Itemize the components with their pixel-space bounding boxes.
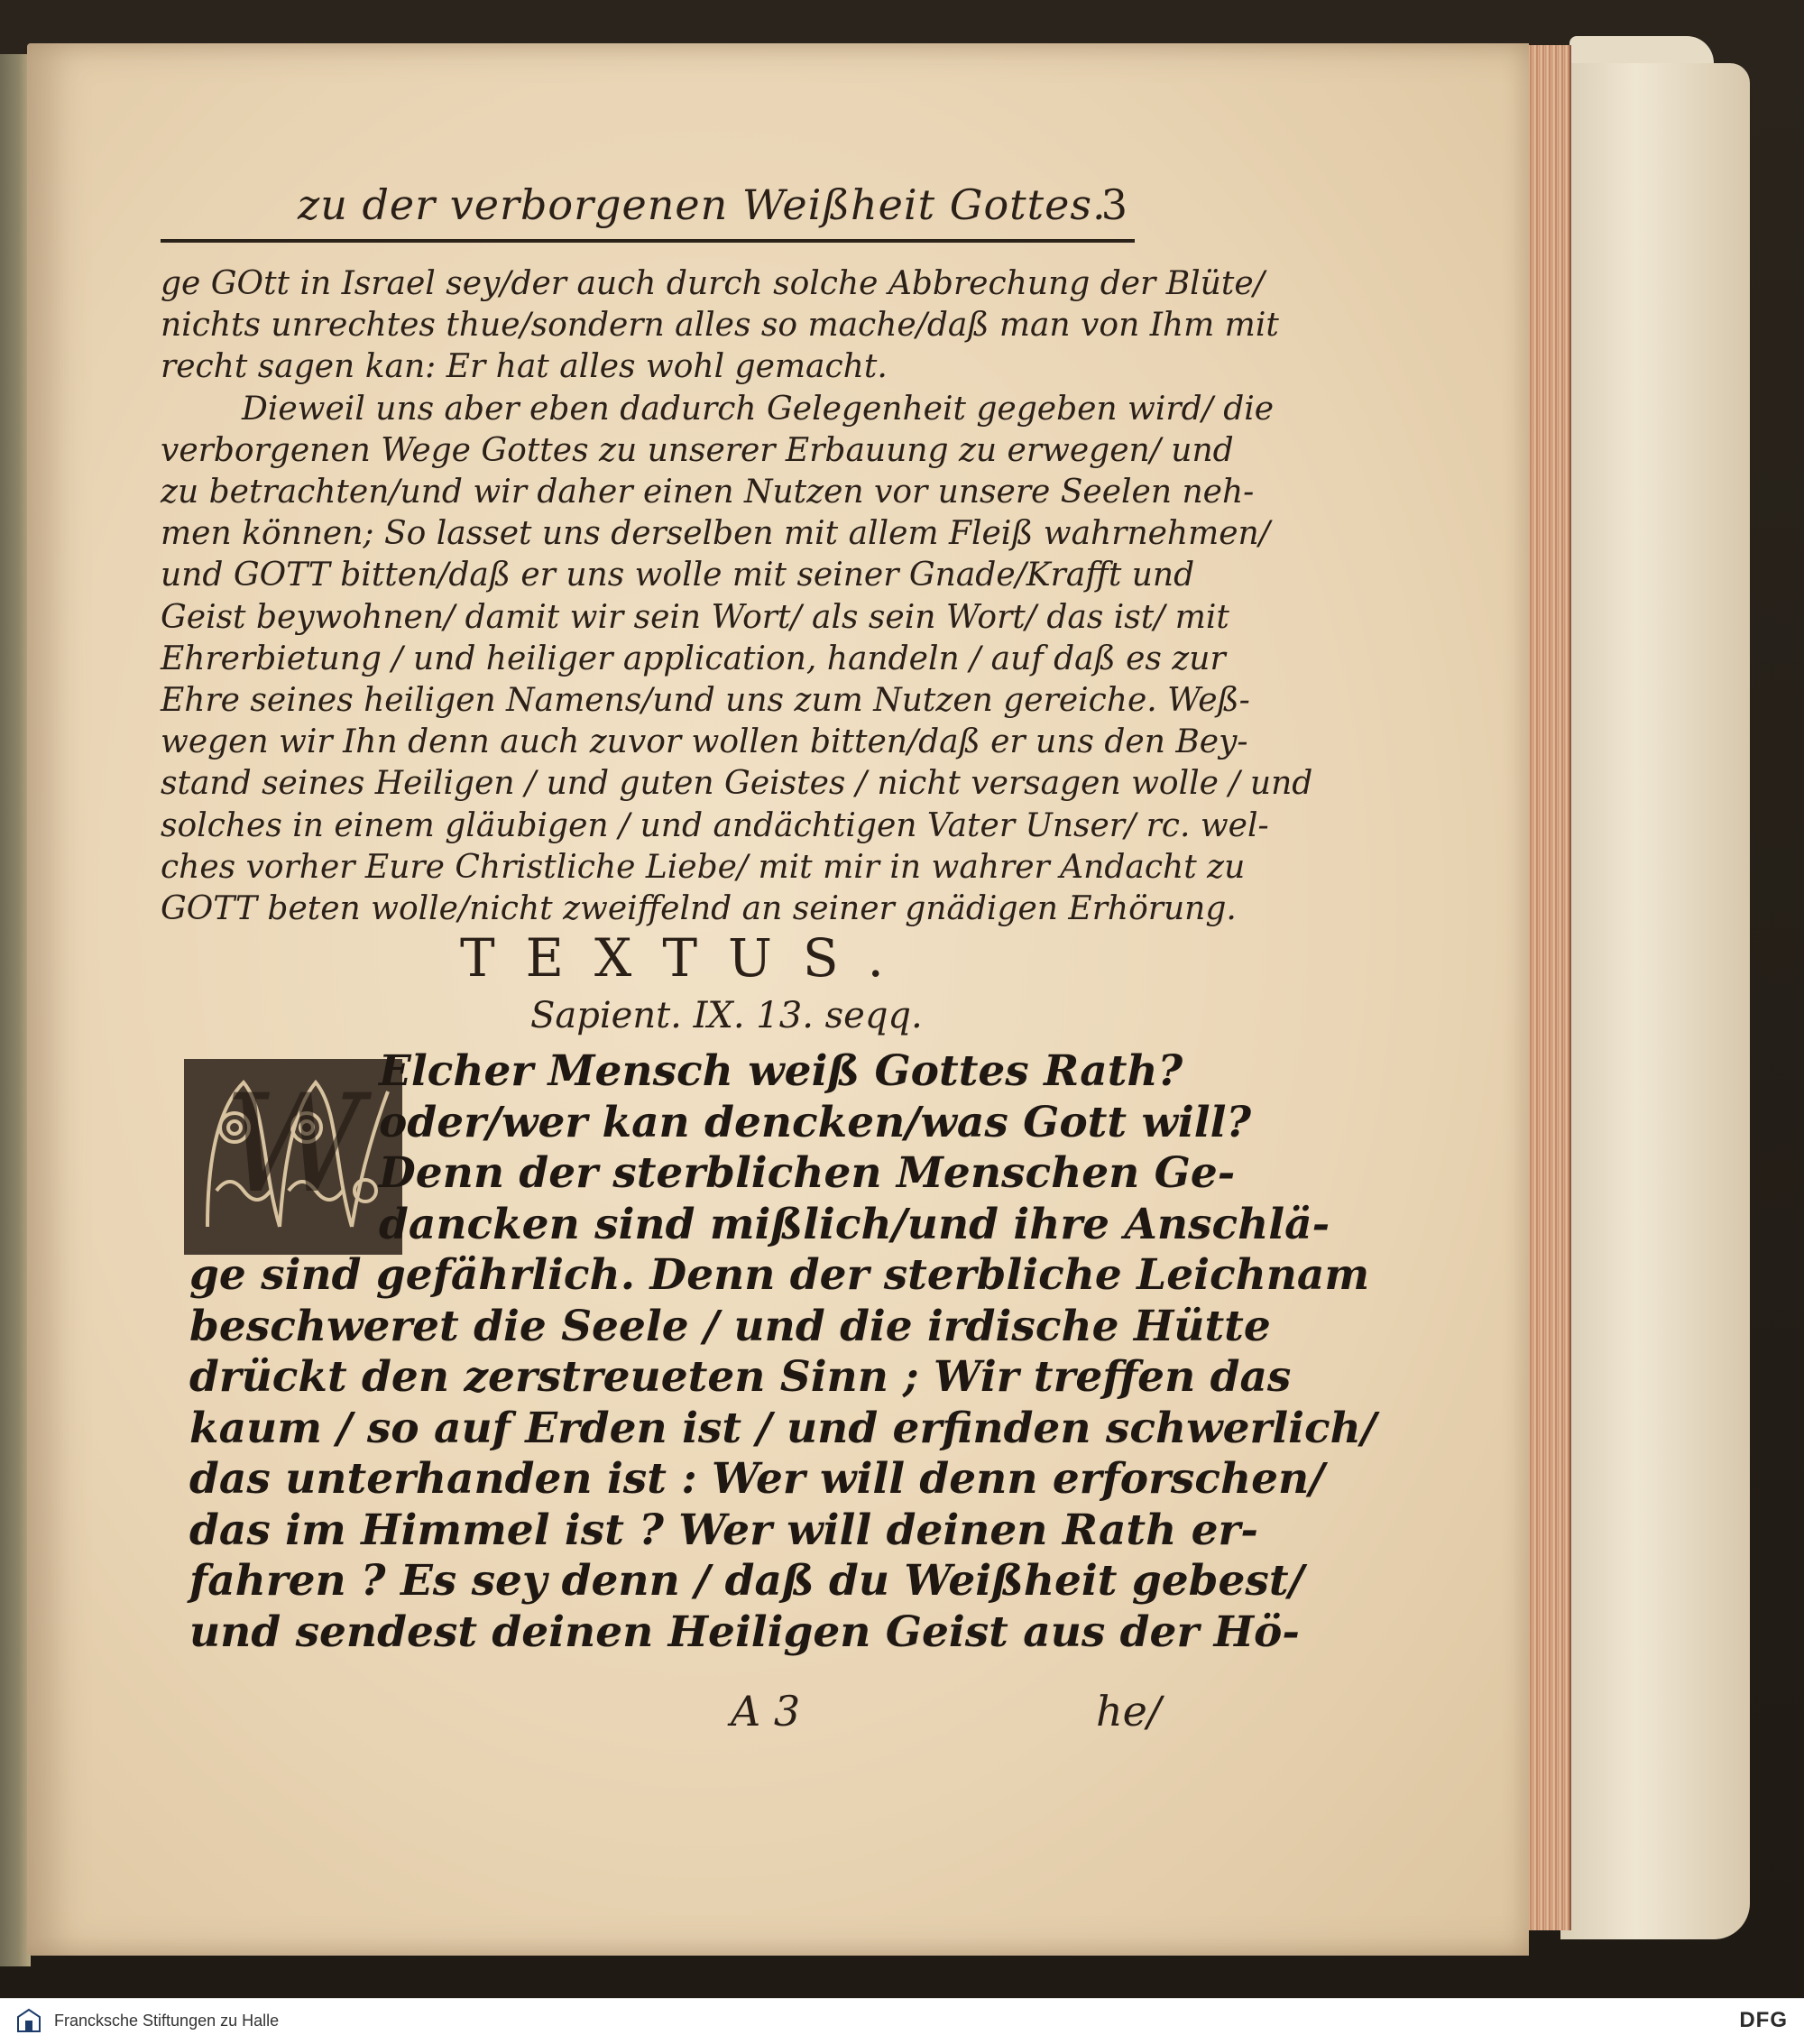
initial-letter: W [223,1066,364,1223]
quote-line: kaum / so auf Erden ist / und erfinden schwerlich/ [189,1403,1376,1453]
text-line: stand seines Heiligen / und guten Geistes / nicht versagen wolle / und [161,765,1313,803]
quote-line: beschweret die Seele / und die irdische Hütte [189,1301,1271,1351]
text-line: GOTT beten wolle/nicht zweiffelnd an seiner gnädigen Erhörung. [161,890,1237,928]
institution-name[interactable]: Francksche Stiftungen zu Halle [54,2012,280,2030]
text-line: solches in einem gläubigen / und andächtigen Vater Unser/ rc. wel- [161,806,1269,844]
institution-logo-icon[interactable] [13,2004,45,2037]
text-line: ge GOtt in Israel sey/der auch durch solche Abbrechung der Blüte/ [161,265,1265,302]
dfg-logo[interactable]: DFG [1739,2008,1788,2032]
quote-beside-initial [379,1046,1330,1250]
quote-line: Denn der sterblichen Menschen Ge- [379,1148,1236,1198]
header-rule [161,239,1135,243]
text-line: Ehre seines heiligen Namens/und uns zum Nutzen gereiche. Weß- [161,682,1250,720]
quote-line: das unterhanden ist : Wer will denn erforschen/ [189,1454,1325,1504]
text-line: men können; So lasset uns derselben mit allem Fleiß wahrnehmen/ [161,515,1270,553]
text-line: Ehrerbietung / und heiliger application, handeln / auf daß es zur [161,640,1226,677]
quote-line: fahren ? Es sey denn / daß du Weißheit gebest/ [189,1556,1304,1606]
decorated-initial [180,1055,406,1258]
quote-line: dancken sind mißlich/und ihre Anschlä- [379,1199,1330,1249]
page-number: 3 [1100,180,1128,229]
quote-full-width [189,1250,1376,1658]
text-line: wegen wir Ihn denn auch zuvor wollen bitten/daß er uns den Bey- [161,723,1248,761]
section-heading: TEXTUS. [460,927,915,989]
text-line: zu betrachten/und wir daher einen Nutzen vor unsere Seelen neh- [161,474,1255,511]
text-line: Geist beywohnen/ damit wir sein Wort/ als sein Wort/ das ist/ mit [161,598,1229,636]
quote-line: drückt den zerstreueten Sinn ; Wir treffen das [189,1352,1292,1402]
text-line: recht sagen kan: Er hat alles wohl gemacht. [161,348,888,386]
running-head-title: zu der verborgenen Weißheit Gottes. [298,180,1107,229]
quote-line: das im Himmel ist ? Wer will deinen Rath er- [189,1505,1258,1555]
quote-line: Elcher Mensch weiß Gottes Rath? [379,1046,1183,1096]
text-line: und GOTT bitten/daß er uns wolle mit seiner Gnade/Krafft und [161,557,1195,594]
quote-line: ge sind gefährlich. Denn der sterbliche Leichnam [189,1250,1370,1300]
signature-mark: A 3 [731,1687,801,1736]
sermon-text [161,263,1313,930]
quote-line: und sendest deinen Heiligen Geist aus der Hö- [189,1607,1300,1657]
book-gutter [0,54,31,1966]
text-line: nichts unrechtes thue/sondern alles so mache/daß man von Ihm mit [161,307,1279,345]
book-cover [1560,63,1750,1939]
scripture-reference: Sapient. IX. 13. seqq. [530,995,923,1036]
running-head [298,180,1128,244]
catchword: he/ [1096,1687,1162,1736]
text-line: verborgenen Wege Gottes zu unserer Erbauung zu erwegen/ und [161,431,1234,469]
text-line: ches vorher Eure Christliche Liebe/ mit mir in wahrer Andacht zu [161,848,1246,886]
text-line: Dieweil uns aber eben dadurch Gelegenheit gegeben wird/ die [242,390,1275,428]
quote-line: oder/wer kan dencken/was Gott will? [379,1097,1252,1147]
